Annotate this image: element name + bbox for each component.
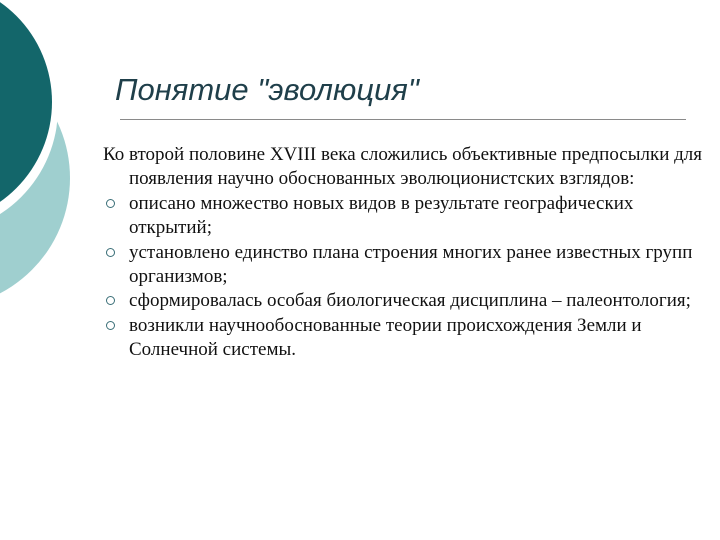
bullet-text: возникли научнообоснованные теории происхождения Земли и Солнечной системы. <box>129 314 642 361</box>
hollow-circle-icon <box>106 321 115 330</box>
hollow-circle-icon <box>106 296 115 305</box>
bullet-item <box>103 289 703 313</box>
title-divider <box>120 119 686 120</box>
hollow-circle-icon <box>106 248 115 257</box>
bullet-text: сформировалась особая биологическая дисциплина – палеонтология; <box>129 290 691 312</box>
bullet-text: установлено единство плана строения многих ранее известных групп организмов; <box>129 241 693 288</box>
decorative-circles <box>0 0 120 300</box>
bullet-item <box>103 314 703 363</box>
bullet-text: описано множество новых видов в результате географических открытий; <box>129 192 634 239</box>
slide-title: Понятие "эволюция" <box>115 72 419 107</box>
slide-body <box>103 143 703 363</box>
intro-paragraph: Ко второй половине XVIII века сложились объективные предпосылки для появления научно обоснованных эволюционистских взглядов: <box>103 144 703 190</box>
bullet-item <box>103 192 703 241</box>
hollow-circle-icon <box>106 199 115 208</box>
bullet-list <box>103 192 703 363</box>
bullet-item <box>103 241 703 290</box>
